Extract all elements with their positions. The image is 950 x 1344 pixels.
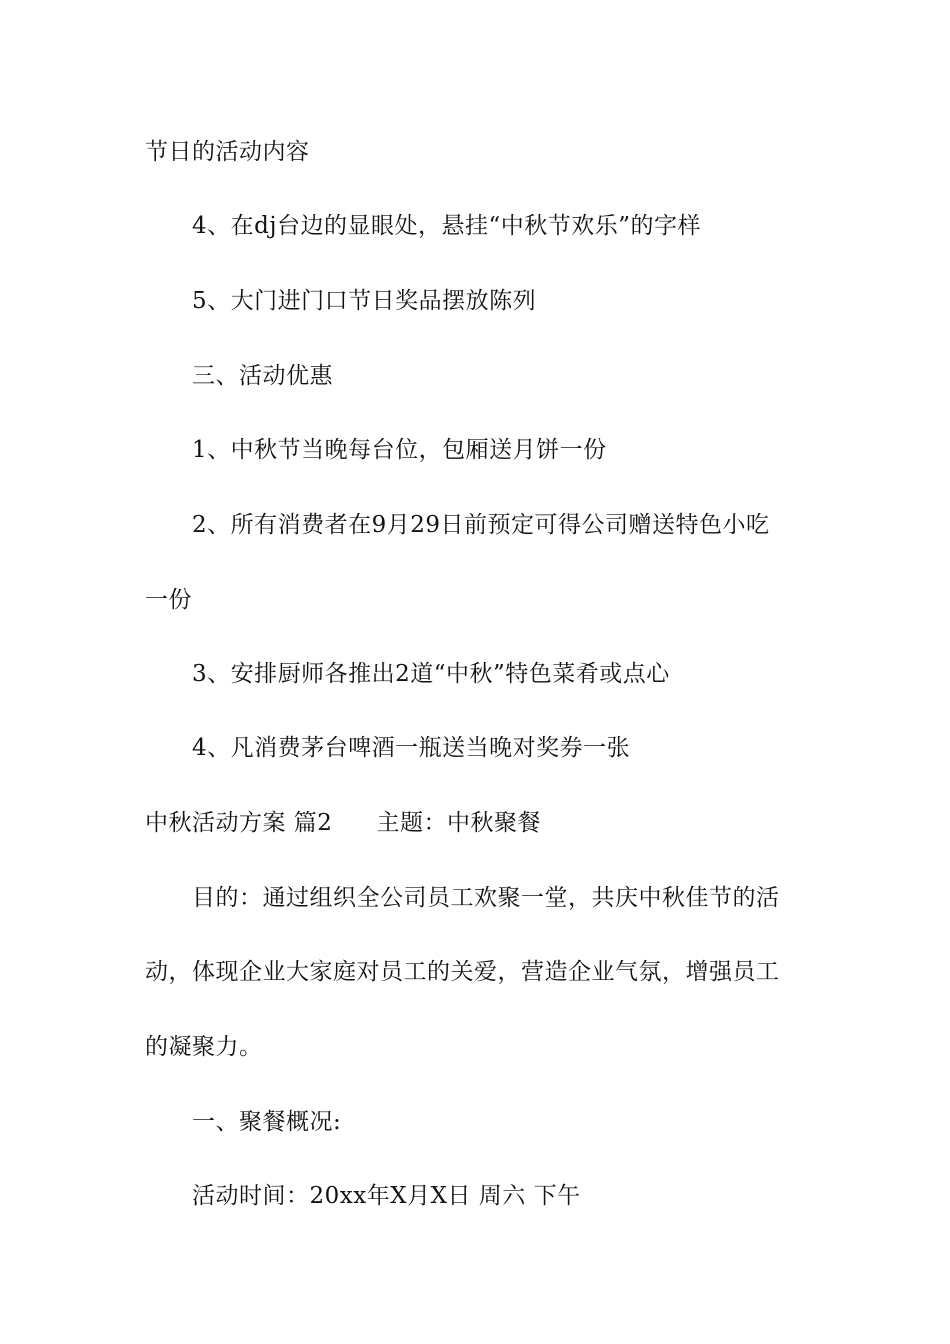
paragraph-line: 目的：通过组织全公司员工欢聚一堂，共庆中秋佳节的活	[192, 885, 780, 911]
list-item: 1、中秋节当晚每台位，包厢送月饼一份	[192, 437, 607, 463]
article-title: 中秋活动方案 篇2	[145, 810, 333, 836]
article-subtitle: 主题：中秋聚餐	[376, 810, 541, 836]
section-heading: 一、聚餐概况:	[192, 1109, 342, 1135]
list-item: 5、大门进门口节日奖品摆放陈列	[192, 288, 537, 314]
list-item: 2、所有消费者在9月29日前预定可得公司赠送特色小吃	[192, 512, 770, 538]
paragraph-line: 节日的活动内容	[145, 139, 310, 165]
section-heading: 三、活动优惠	[192, 363, 333, 389]
paragraph-line: 活动时间：20xx年X月X日 周六 下午	[192, 1183, 581, 1209]
paragraph-line: 动，体现企业大家庭对员工的关爱，营造企业气氛，增强员工	[145, 959, 780, 985]
paragraph-line: 一份	[145, 587, 192, 613]
list-item: 3、安排厨师各推出2道“中秋”特色菜肴或点心	[192, 661, 670, 687]
list-item: 4、凡消费茅台啤酒一瓶送当晚对奖券一张	[192, 735, 631, 761]
article-heading	[145, 808, 825, 838]
list-item: 4、在dj台边的显眼处，悬挂“中秋节欢乐”的字样	[192, 213, 702, 239]
paragraph-line: 的凝聚力。	[145, 1034, 263, 1060]
